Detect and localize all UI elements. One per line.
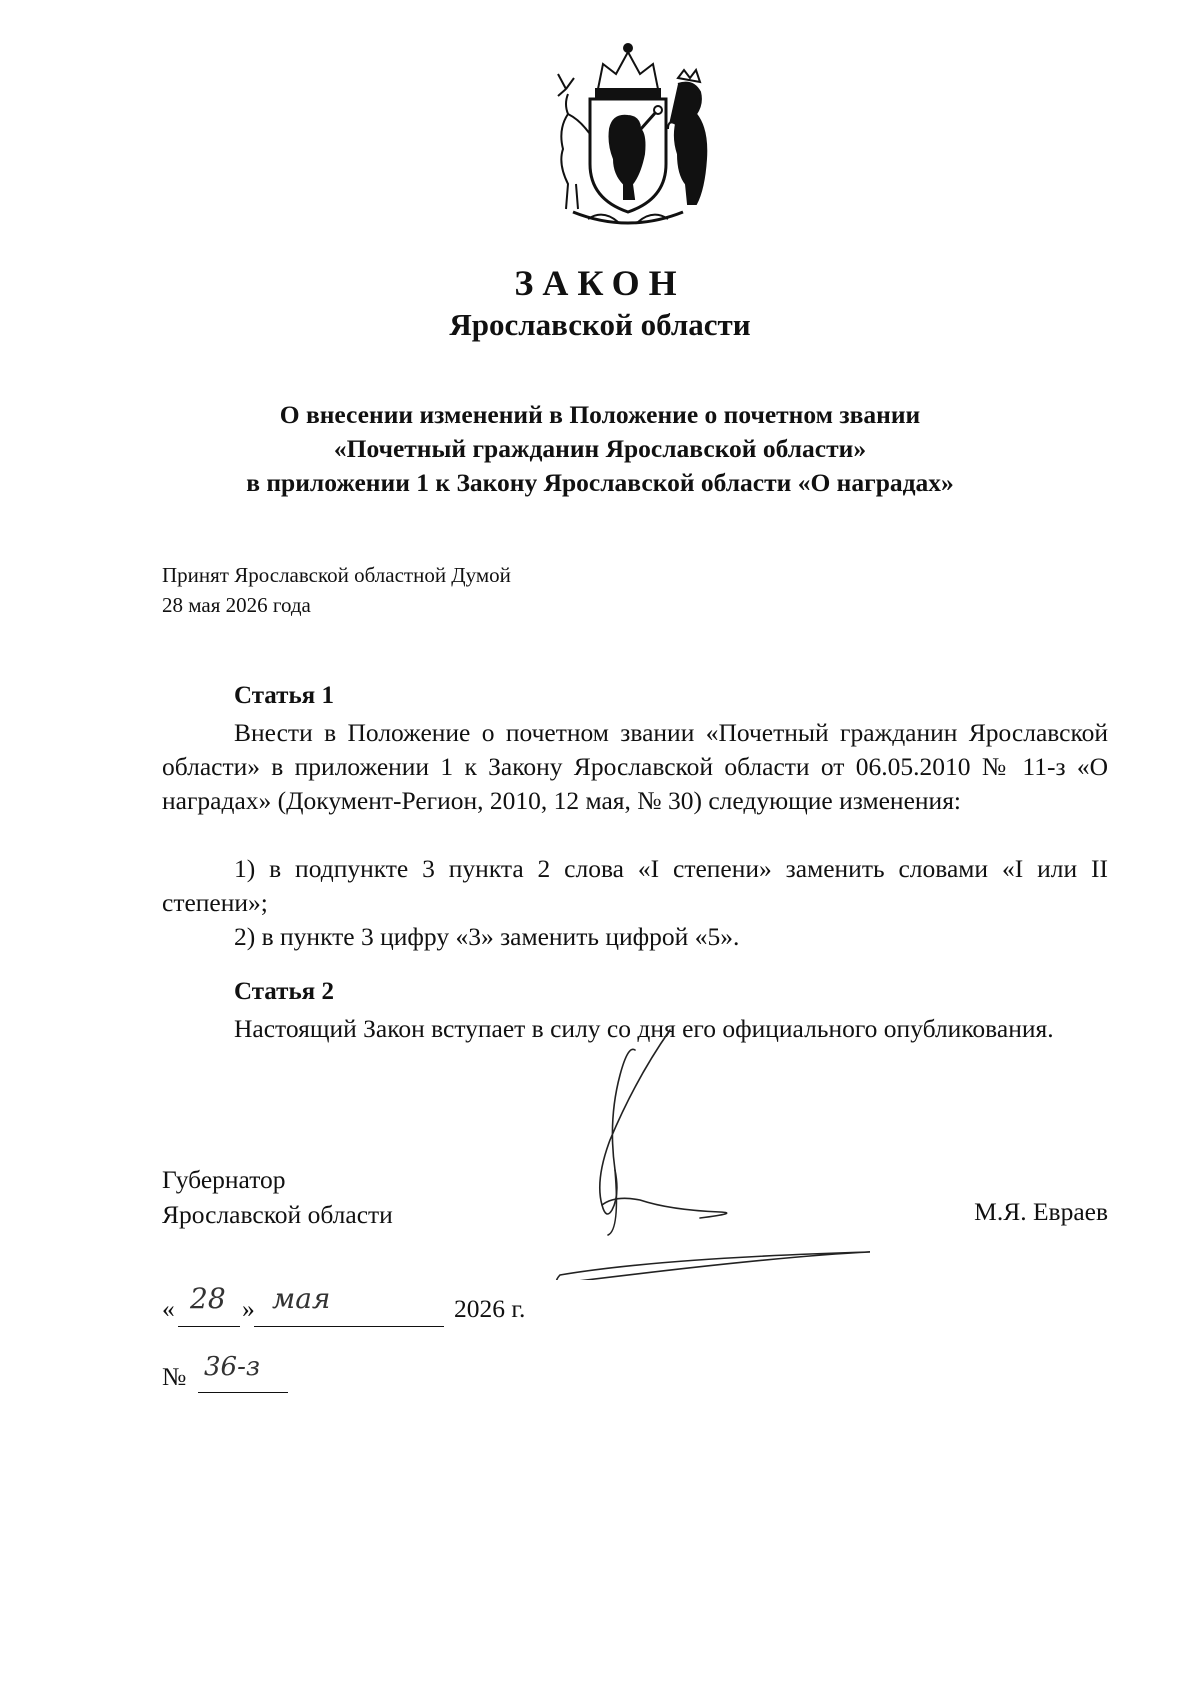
signatory-title-line-1: Губернатор <box>162 1165 286 1194</box>
date-month: мая <box>272 1282 331 1315</box>
article-2-text: Настоящий Закон вступает в силу со дня его официального опубликования. <box>234 1014 1054 1043</box>
number-value: 36-з <box>204 1352 261 1382</box>
signatory-title-line-2: Ярославской области <box>162 1200 393 1229</box>
adoption-note <box>162 560 511 620</box>
article-1-intro: Внести в Положение о почетном звании «Почетный гражданин Ярославской области» в приложении 1 к Закону Ярославской области от 06.05.2010 № 11-з «О наградах» (Документ-Регион, 2010, 12 мая, № 30) следующие изменения: <box>162 718 1108 815</box>
article-1-item-1: 1) в подпункте 3 пункта 2 слова «I степени» заменить словами «I или II степени»; <box>162 854 1108 917</box>
article-1-heading: Статья 1 <box>234 682 334 709</box>
date-year: 2026 г. <box>454 1294 526 1323</box>
adoption-line-1: Принят Ярославской областной Думой <box>162 563 511 587</box>
month-underline <box>254 1326 444 1327</box>
subject-line-3: в приложении 1 к Закону Ярославской области «О наградах» <box>246 468 954 497</box>
date-day: 28 <box>190 1282 226 1315</box>
subject-line-2: «Почетный гражданин Ярославской области» <box>333 434 867 463</box>
date-open-quote: « <box>162 1294 175 1323</box>
law-subject <box>0 398 1200 500</box>
day-underline <box>178 1326 240 1327</box>
handwritten-signature <box>540 1020 900 1280</box>
signatory-title <box>162 1162 393 1232</box>
coat-of-arms-icon <box>528 34 728 234</box>
signing-date <box>162 1282 582 1334</box>
subject-line-1: О внесении изменений в Положение о почетном звании <box>279 400 921 429</box>
signatory-name: М.Я. Евраев <box>974 1197 1108 1226</box>
date-close-quote: » <box>242 1294 255 1323</box>
adoption-date: 28 мая 2026 года <box>162 593 311 617</box>
article-2-heading: Статья 2 <box>234 978 334 1005</box>
article-1-item-2: 2) в пункте 3 цифру «3» заменить цифрой «5». <box>234 922 740 951</box>
law-number <box>162 1352 362 1418</box>
law-title: ЗАКОН <box>514 263 686 303</box>
number-underline <box>198 1392 288 1393</box>
law-region: Ярославской области <box>449 307 751 342</box>
number-sign: № <box>162 1362 187 1391</box>
